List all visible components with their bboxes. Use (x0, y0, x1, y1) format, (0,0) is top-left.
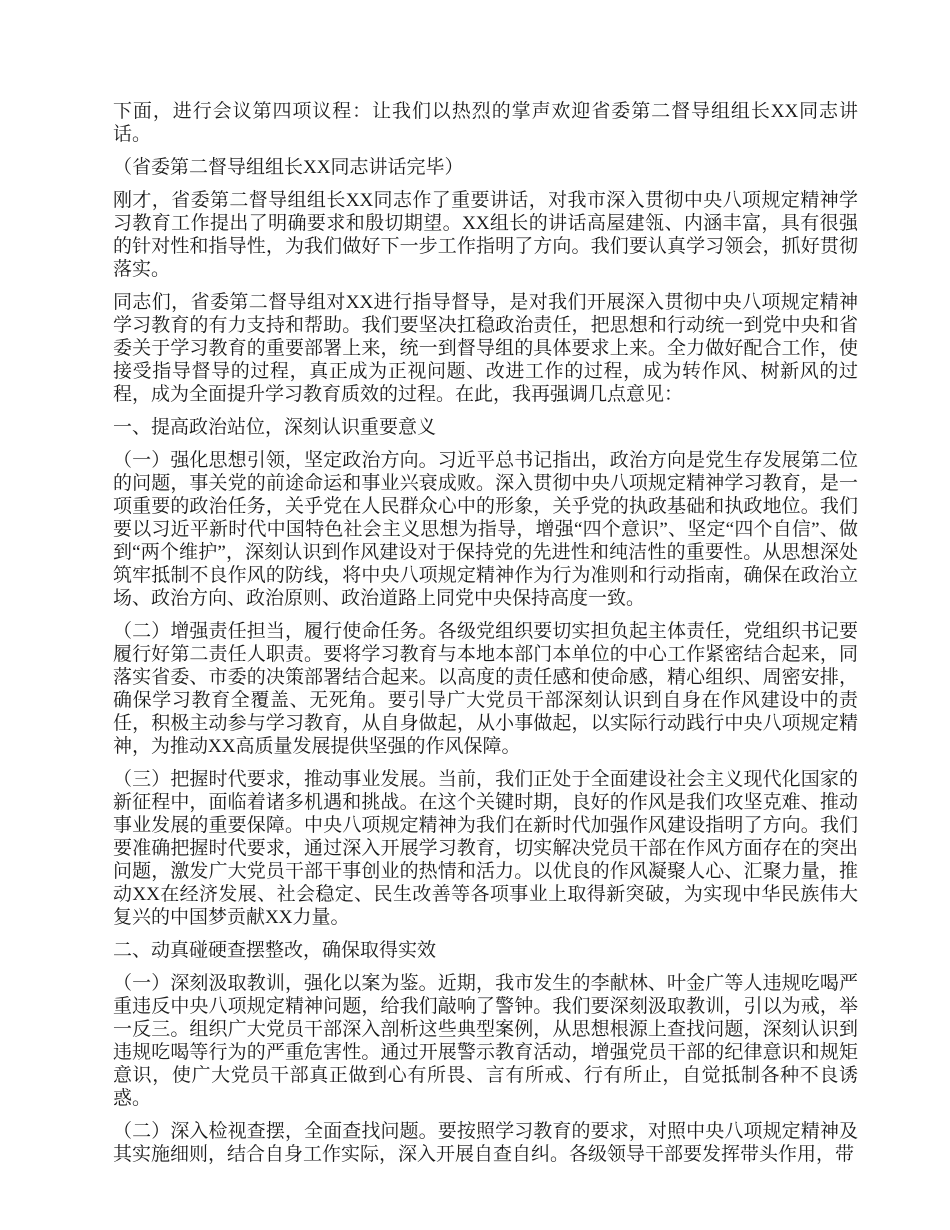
section-heading-1: 一、提高政治站位，深刻认识重要意义 (113, 417, 437, 438)
section-heading-2: 二、动真碰硬查摆整改，确保取得实效 (113, 940, 437, 961)
paragraph-section2-item1: （一）深刻汲取教训，强化以案为鉴。近期，我市发生的李献林、叶金广等人违规吃喝严重违反中央八项规定精神问题，给我们敲响了警钟。我们要深刻汲取教训，引以为戒，举一反三。组织广大党员干部深入剖析这些典型案例，从思想根源上查找问题，深刻认识到违规吃喝等行为的严重危害性。通过开展警示教育活动，增强党员干部的纪律意识和规矩意识，使广大党员干部真正做到心有所畏、言有所戒、行有所止，自觉抵制各种不良诱惑。 (113, 973, 858, 1109)
paragraph-speech-finished-note: （省委第二督导组组长XX同志讲话完毕） (113, 157, 464, 178)
paragraph-section1-item2: （二）增强责任担当，履行使命任务。各级党组织要切实担负起主体责任，党组织书记要履行好第二责任人职责。要将学习教育与本地本部门本单位的中心工作紧密结合起来，同落实省委、市委的决策部署结合起来。以高度的责任感和使命感，精心组织、周密安排，确保学习教育全覆盖、无死角。要引导广大党员干部深刻认识到自身在作风建设中的责任，积极主动参与学习教育，从自身做起，从小事做起，以实际行动践行中央八项规定精神，为推动XX高质量发展提供坚强的作风保障。 (113, 621, 858, 757)
paragraph-speech-summary: 刚才，省委第二督导组组长XX同志作了重要讲话，对我市深入贯彻中央八项规定精神学习教育工作提出了明确要求和殷切期望。XX组长的讲话高屋建瓴、内涵丰富，具有很强的针对性和指导性，为我们做好下一步工作指明了方向。我们要认真学习领会，抓好贯彻落实。 (113, 190, 858, 280)
paragraph-agenda-announcement: 下面，进行会议第四项议程：让我们以热烈的掌声欢迎省委第二督导组组长XX同志讲话。 (113, 101, 858, 145)
paragraph-section2-item2-truncated: （二）深入检视查摆，全面查找问题。要按照学习教育的要求，对照中央八项规定精神及其实施细则，结合自身工作实际，深入开展自查自纠。各级领导干部要发挥带头作用，带 (113, 1121, 858, 1165)
paragraph-comrades-intro: 同志们，省委第二督导组对XX进行指导督导，是对我们开展深入贯彻中央八项规定精神学习教育的有力支持和帮助。我们要坚决扛稳政治责任，把思想和行动统一到党中央和省委关于学习教育的重要部署上来，统一到督导组的具体要求上来。全力做好配合工作，使接受指导督导的过程，真正成为正视问题、改进工作的过程，成为转作风、树新风的过程，成为全面提升学习教育质效的过程。在此，我再强调几点意见： (113, 292, 858, 405)
paragraph-section1-item3: （三）把握时代要求，推动事业发展。当前，我们正处于全面建设社会主义现代化国家的新征程中，面临着诸多机遇和挑战。在这个关键时期，良好的作风是我们攻坚克难、推动事业发展的重要保障。中央八项规定精神为我们在新时代加强作风建设指明了方向。我们要准确把握时代要求，通过深入开展学习教育，切实解决党员干部在作风方面存在的突出问题，激发广大党员干部干事创业的热情和活力。以优良的作风凝聚人心、汇聚力量，推动XX在经济发展、社会稳定、民生改善等各项事业上取得新突破，为实现中华民族伟大复兴的中国梦贡献XX力量。 (113, 769, 858, 928)
paragraph-section1-item1: （一）强化思想引领，坚定政治方向。习近平总书记指出，政治方向是党生存发展第二位的问题，事关党的前途命运和事业兴衰成败。深入贯彻中央八项规定精神学习教育，是一项重要的政治任务，关乎党在人民群众心中的形象，关乎党的执政基础和执政地位。我们要以习近平新时代中国特色社会主义思想为指导，增强“四个意识”、坚定“四个自信”、做到“两个维护”，深刻认识到作风建设对于保持党的先进性和纯洁性的重要性。从思想深处筑牢抵制不良作风的防线，将中央八项规定精神作为行为准则和行动指南，确保在政治立场、政治方向、政治原则、政治道路上同党中央保持高度一致。 (113, 450, 858, 609)
